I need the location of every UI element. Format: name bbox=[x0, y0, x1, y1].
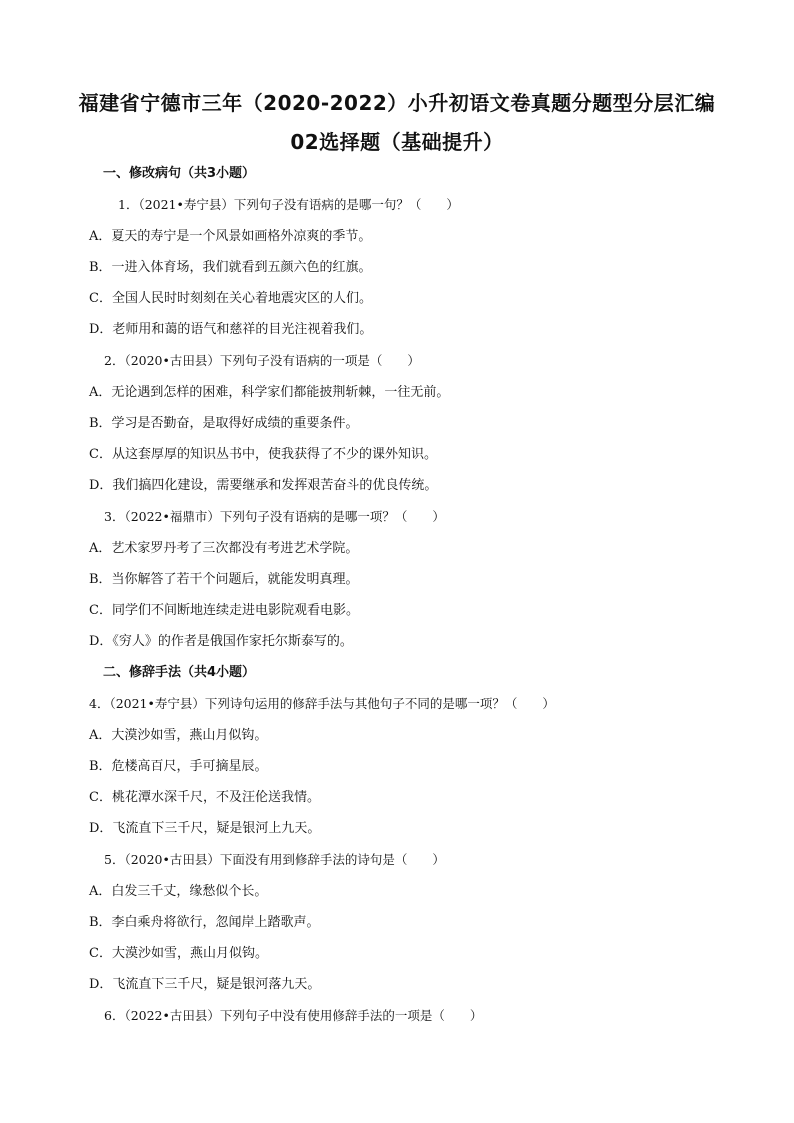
question-stem: 6．（2022•古田县）下列句子中没有使用修辞手法的一项是（ ） bbox=[104, 1008, 483, 1023]
answer-option: A．艺术家罗丹考了三次都没有考进艺术学院。 bbox=[89, 541, 359, 556]
document-subtitle: 02选择题（基础提升） bbox=[290, 130, 504, 154]
question-stem: 2．（2020•古田县）下列句子没有语病的一项是（ ） bbox=[104, 353, 420, 368]
answer-option: C．全国人民时时刻刻在关心着地震灾区的人们。 bbox=[89, 291, 372, 306]
answer-option: B．危楼高百尺，手可摘星辰。 bbox=[89, 759, 268, 774]
answer-option: D．飞流直下三千尺，疑是银河落九天。 bbox=[89, 977, 321, 992]
question-stem: 4．（2021•寿宁县）下列诗句运用的修辞手法与其他句子不同的是哪一项？（ ） bbox=[89, 696, 555, 711]
question-stem: 1．（2021•寿宁县）下列句子没有语病的是哪一句？（ ） bbox=[118, 197, 459, 212]
answer-option: A．大漠沙如雪，燕山月似钩。 bbox=[89, 728, 268, 743]
answer-option: B．一进入体育场，我们就看到五颜六色的红旗。 bbox=[89, 260, 372, 275]
answer-option: C．从这套厚厚的知识丛书中，使我获得了不少的课外知识。 bbox=[89, 447, 437, 462]
answer-option: B．李白乘舟将欲行，忽闻岸上踏歌声。 bbox=[89, 915, 320, 930]
answer-option: C．桃花潭水深千尺，不及汪伦送我情。 bbox=[89, 790, 320, 805]
question-stem: 3．（2022•福鼎市）下列句子没有语病的是哪一项？（ ） bbox=[104, 509, 445, 524]
answer-option: B．学习是否勤奋，是取得好成绩的重要条件。 bbox=[89, 416, 359, 431]
answer-option: D．飞流直下三千尺，疑是银河上九天。 bbox=[89, 821, 321, 836]
answer-option: A．白发三千丈，缘愁似个长。 bbox=[89, 884, 268, 899]
section-heading: 一、修改病句（共3小题） bbox=[103, 166, 256, 181]
answer-option: A．夏天的寿宁是一个风景如画格外凉爽的季节。 bbox=[89, 229, 372, 244]
question-stem: 5．（2020•古田县）下面没有用到修辞手法的诗句是（ ） bbox=[104, 852, 445, 867]
answer-option: A．无论遇到怎样的困难，科学家们都能披荆斩棘，一往无前。 bbox=[89, 385, 450, 400]
answer-option: C．同学们不间断地连续走进电影院观看电影。 bbox=[89, 603, 359, 618]
document-title: 福建省宁德市三年（2020-2022）小升初语文卷真题分题型分层汇编 bbox=[78, 91, 716, 115]
answer-option: D．老师用和蔼的语气和慈祥的目光注视着我们。 bbox=[89, 322, 373, 337]
answer-option: B．当你解答了若干个问题后，就能发明真理。 bbox=[89, 572, 359, 587]
answer-option: C．大漠沙如雪，燕山月似钩。 bbox=[89, 946, 268, 961]
section-heading: 二、修辞手法（共4小题） bbox=[103, 665, 256, 680]
answer-option: D．《穷人》的作者是俄国作家托尔斯泰写的。 bbox=[89, 634, 353, 649]
answer-option: D．我们搞四化建设，需要继承和发挥艰苦奋斗的优良传统。 bbox=[89, 478, 438, 493]
